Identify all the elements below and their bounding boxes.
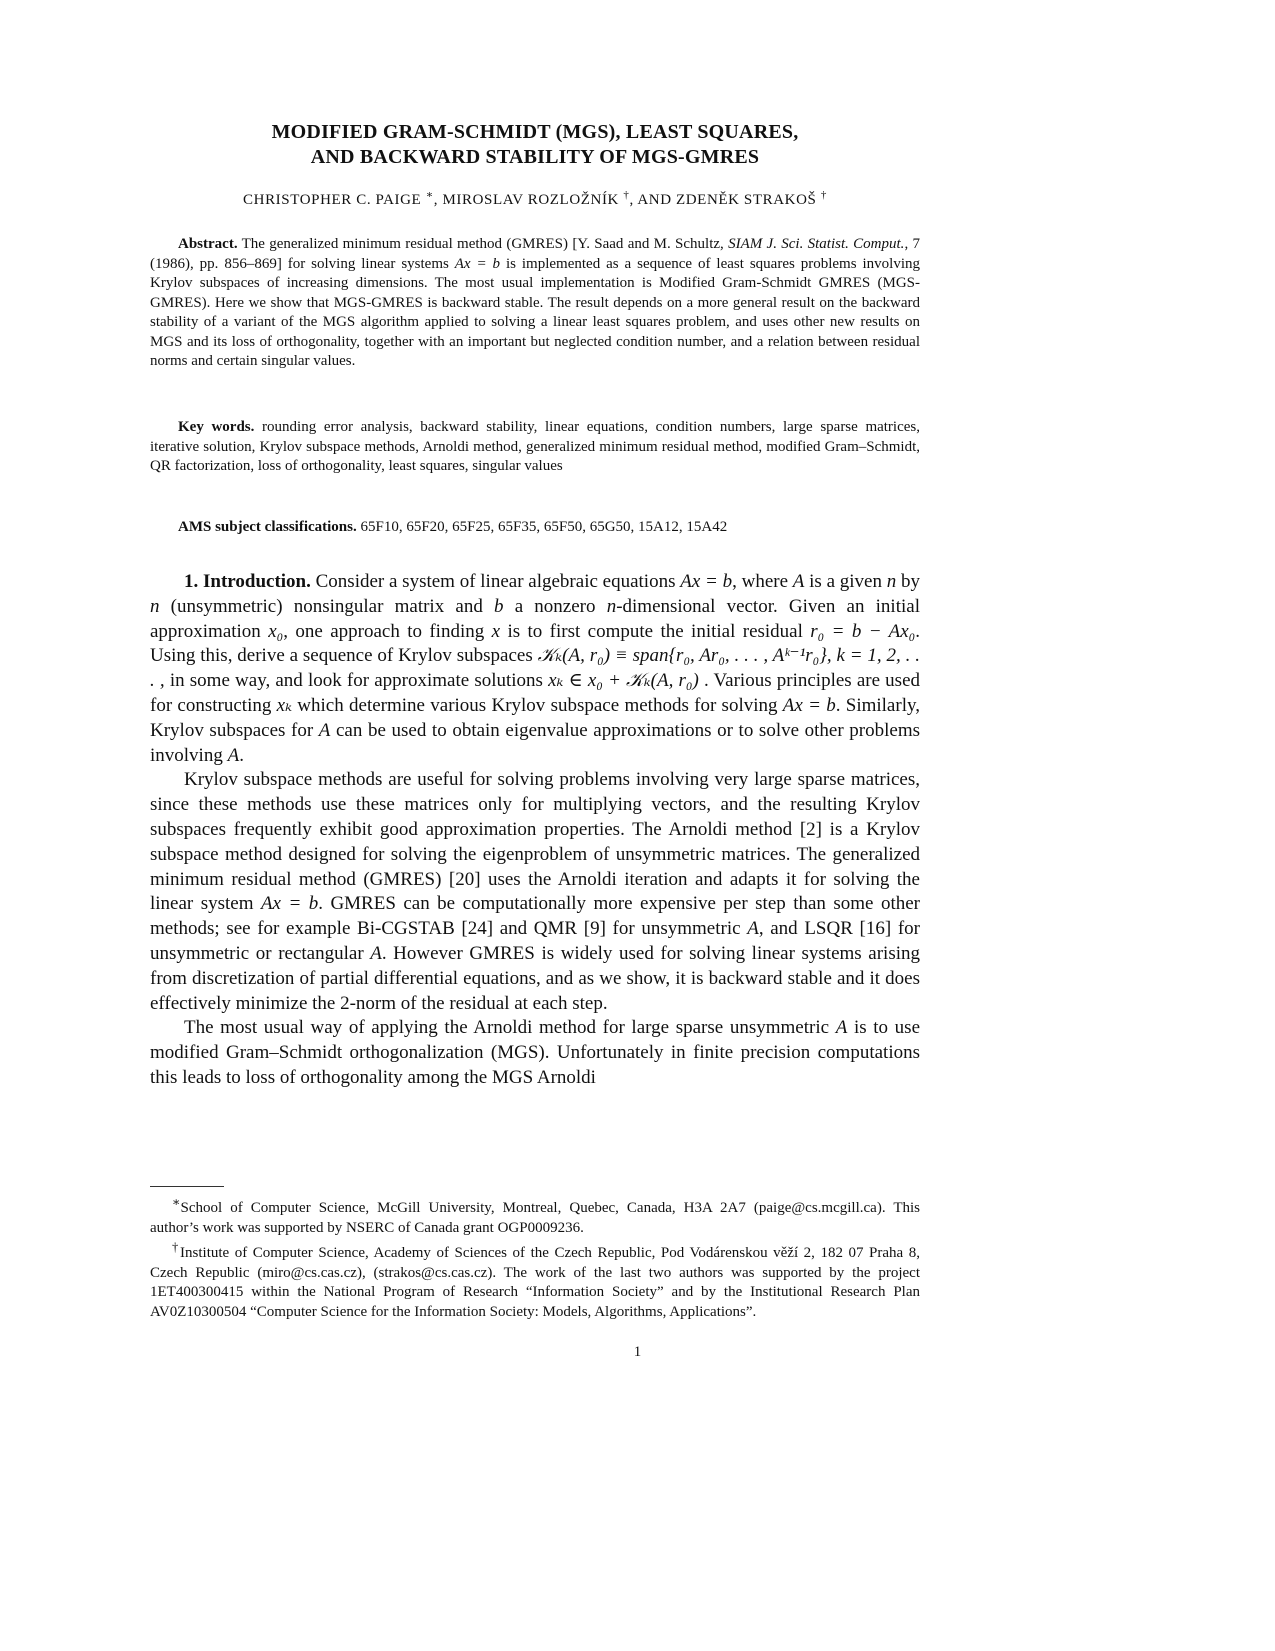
math: Ax = b [782,694,836,716]
math: A [227,744,240,766]
abstract-journal: SIAM J. Sci. Statist. Comput. [728,236,905,252]
math: n [150,595,160,617]
author-1: CHRISTOPHER C. PAIGE [243,192,422,208]
math: n [886,571,897,592]
intro-text: . Similarly, Krylov subspaces for [150,694,920,741]
math: r₀ = b − Ax₀ [810,620,916,642]
footnote-2-text: Institute of Computer Science, Academy of Sciences of the Czech Republic, Pod Vodárenskou věží 2, 182 07 Praha 8, Czech Republic (miro@cs.cas.cz), (strakos@cs.cas.cz). The work of the last two authors was supported by the project 1ET400300415 within the National Program of Research “Information Society” and by the Institutional Research Plan AV0Z10300504 “Computer Science for the Information Society: Models, Algorithms, Applications”. [150,1245,920,1320]
abstract-text-3: is implemented as a sequence of least squares problems involving Krylov subspaces of increasing dimensions. The most usual implementation is Modified Gram-Schmidt GMRES (MGS-GMRES). Here we show that MGS-GMRES is backward stable. The result depends on a more general result on the backward stability of a variant of the MGS algorithm applied to solving a linear least squares problem, and uses other new results on MGS and its loss of orthogonality, together with an important but neglected condition number, and a relation between residual norms and certain singular values. [150,255,920,369]
footnote-rule [150,1186,224,1187]
intro-text: is to use modified Gram–Schmidt orthogonalization (MGS). Unfortunately in finite precision computations this leads to loss of orthogonality among the MGS Arnoldi [150,1017,921,1088]
math: b [494,595,504,617]
author-3-mark: † [820,189,827,201]
introduction-section [150,570,920,1091]
intro-text: Consider a system of linear algebraic equations [310,571,681,592]
math: Ax = b [260,893,319,915]
intro-text: (unsymmetric) nonsingular matrix and [159,595,495,617]
math: A [792,571,805,592]
ams-label: AMS subject classifications. [178,519,357,535]
intro-text: is a given [804,571,887,592]
math: Ax = b [680,571,733,592]
intro-text: can be used to obtain eigenvalue approximations or to solve other problems involving [150,719,920,766]
intro-text: The most usual way of applying the Arnoldi method for large sparse unsymmetric [184,1017,836,1039]
math: n [606,595,617,617]
author-and: , AND [629,192,676,208]
author-list: CHRISTOPHER C. PAIGE ∗, MIROSLAV ROZLOŽNÍK †, AND ZDENĚK STRAKOŠ † [243,189,827,208]
intro-text: -dimensional vector. Given an initial approximation [150,595,920,642]
math: A [370,942,382,964]
intro-text: , and LSQR [16] for unsymmetric or rectangular [150,918,920,964]
intro-text: in some way, and look for approximate solutions [164,670,549,692]
author-1-mark: ∗ [425,189,434,201]
intro-text: which determine various Krylov subspace methods for solving [292,694,783,716]
intro-text: is to first compute the initial residual [500,620,811,642]
abstract-label: Abstract. [178,236,238,252]
keywords-text: rounding error analysis, backward stability, linear equations, condition numbers, large sparse matrices, iterative solution, Krylov subspace methods, Arnoldi method, generalized minimum residual method, modified Gram–Schmidt, QR factorization, loss of orthogonality, least squares, singular values [150,419,920,474]
math: x₀ [268,620,284,642]
intro-text: . [239,744,244,766]
intro-text: . Using this, derive a sequence of Krylov subspaces [150,620,920,667]
title-line-1: MODIFIED GRAM-SCHMIDT (MGS), LEAST SQUARES, [271,121,799,143]
title-line-2: AND BACKWARD STABILITY OF MGS-GMRES [310,146,760,168]
author-2-mark: † [623,189,630,201]
footnote-2 [150,1238,920,1322]
section-heading: 1. Introduction. [184,571,311,592]
intro-paragraph-3 [150,1016,920,1090]
keywords-label: Key words. [178,419,255,435]
abstract-text-1: The generalized minimum residual method (GMRES) [Y. Saad and M. Schultz, [237,236,729,252]
math: A [747,918,759,940]
math: xₖ [276,694,293,716]
intro-text: , one approach to finding [283,620,492,642]
intro-paragraph-2 [150,768,920,1016]
math: 𝒦ₖ(A, r₀) ≡ span{r₀, Ar₀, . . . , Aᵏ⁻¹r₀}, k = 1, 2, . . . , [150,645,920,692]
footnote-1-mark: ∗ [172,1195,181,1209]
math: A [318,719,331,741]
footnote-1 [150,1193,920,1238]
intro-paragraph-1 [150,570,920,768]
intro-text: Krylov subspace methods are useful for solving problems involving very large sparse matrices, since these methods use these matrices only for multiplying vectors, and the resulting Krylov subspaces frequently exhibit good approximation properties. The Arnoldi method [2] is a Krylov subspace method designed for solving the eigenproblem of unsymmetric matrices. The generalized minimum residual method (GMRES) [20] uses the Arnoldi iteration and adapts it for solving the linear system [150,769,920,915]
abstract-equation: Ax = b [454,255,501,272]
ams-classifications [150,518,920,538]
intro-text: by [896,571,920,592]
abstract [150,235,920,372]
math: xₖ ∈ x₀ + 𝒦ₖ(A, r₀) [548,670,699,692]
intro-text: , where [732,571,793,592]
author-3: ZDENĚK STRAKOŠ [675,192,817,208]
footnote-2-mark: † [172,1240,181,1254]
paper-title [150,120,920,170]
intro-text: . However GMRES is widely used for solving linear systems arising from discretization of partial differential equations, and as we show, it is backward stable and it does effectively minimize the 2-norm of the residual at each step. [150,942,920,1014]
abstract-text-2: , 7 (1986), pp. 856–869] for solving linear systems [150,236,920,272]
math: A [835,1017,848,1039]
footnotes [150,1193,920,1322]
footnote-1-text: School of Computer Science, McGill University, Montreal, Quebec, Canada, H3A 2A7 (paige@cs.mcgill.ca). This author’s work was supported by NSERC of Canada grant OGP0009236. [150,1200,920,1236]
page-number: 1 [633,1344,642,1360]
intro-text: a nonzero [503,595,607,617]
keywords [150,418,920,477]
math: x [491,620,501,642]
ams-text: 65F10, 65F20, 65F25, 65F35, 65F50, 65G50, 15A12, 15A42 [356,519,728,535]
author-2: MIROSLAV ROZLOŽNÍK [442,192,619,208]
intro-text: . Various principles are used for constructing [150,670,921,716]
intro-text: . GMRES can be computationally more expensive per step than some other methods; see for example Bi-CGSTAB [24] and QMR [9] for unsymmetric [150,893,920,940]
